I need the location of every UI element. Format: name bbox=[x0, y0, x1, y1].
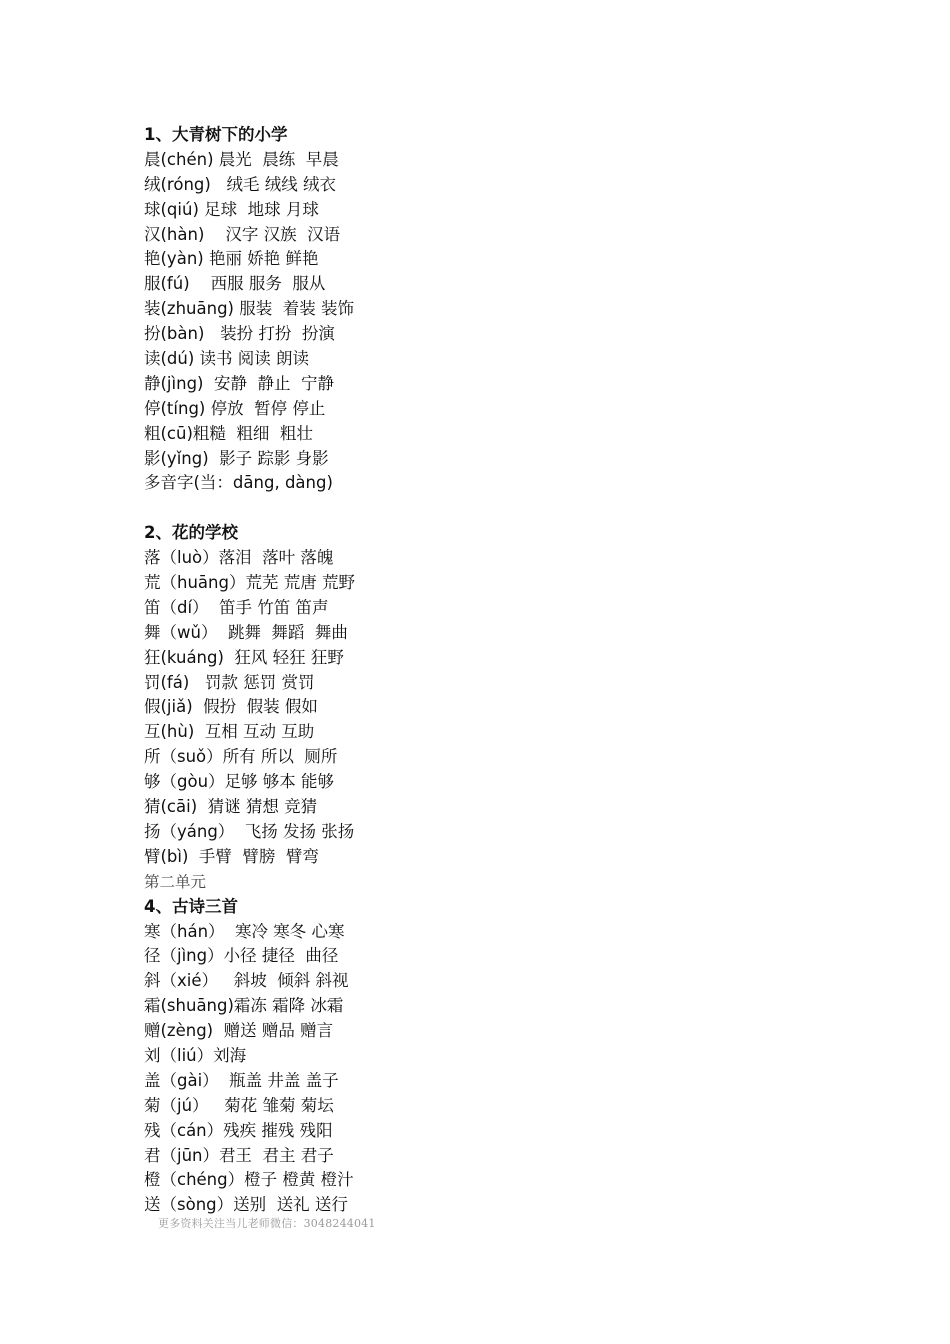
lesson-2-line: 扬（yáng） 飞扬 发扬 张扬 bbox=[144, 821, 355, 841]
lesson-2-line: 够（gòu）足够 够本 能够 bbox=[144, 772, 335, 792]
lesson-1-line: 晨(chén) 晨光 晨练 早晨 bbox=[144, 149, 339, 169]
lesson-1-line: 扮(bàn) 装扮 打扮 扮演 bbox=[144, 324, 335, 344]
lesson-2-line: 猜(cāi) 猜谜 猜想 竞猜 bbox=[144, 797, 318, 817]
lesson-2-line: 笛（dí） 笛手 竹笛 笛声 bbox=[144, 597, 329, 617]
lesson-2-line: 所（suǒ）所有 所以 厕所 bbox=[144, 747, 338, 767]
lesson-1-line: 装(zhuāng) 服装 着装 装饰 bbox=[144, 299, 354, 319]
lesson-4-line: 寒（hán） 寒冷 寒冬 心寒 bbox=[144, 921, 345, 941]
lesson-1-title: 1、大青树下的小学 bbox=[144, 125, 288, 144]
lesson-4-line: 橙（chéng）橙子 橙黄 橙汁 bbox=[144, 1170, 354, 1190]
lesson-4-line: 送（sòng）送别 送礼 送行 bbox=[144, 1195, 348, 1215]
lesson-4-line: 刘（liú）刘海 bbox=[144, 1045, 247, 1065]
lesson-1-line: 艳(yàn) 艳丽 娇艳 鲜艳 bbox=[144, 249, 319, 269]
lesson-4-line: 斜（xié） 斜坡 倾斜 斜视 bbox=[144, 971, 349, 991]
lesson-2-line: 臂(bì) 手臂 臂膀 臂弯 bbox=[144, 846, 319, 866]
lesson-1-line: 服(fú) 西服 服务 服从 bbox=[144, 274, 326, 294]
lesson-2-line: 罚(fá) 罚款 惩罚 赏罚 bbox=[144, 672, 315, 692]
unit-label: 第二单元 bbox=[144, 872, 207, 891]
vocabulary-document bbox=[144, 123, 844, 1218]
lesson-4-line: 菊（jú） 菊花 雏菊 菊坛 bbox=[144, 1095, 334, 1115]
polyphone-note: 多音字(当：dāng, dàng) bbox=[144, 473, 333, 493]
lesson-1-line: 读(dú) 读书 阅读 朗读 bbox=[144, 349, 310, 369]
lesson-4-line: 盖（gài） 瓶盖 井盖 盖子 bbox=[144, 1070, 339, 1090]
lesson-1-line: 静(jìng) 安静 静止 宁静 bbox=[144, 373, 334, 393]
lesson-2-line: 狂(kuáng) 狂风 轻狂 狂野 bbox=[144, 647, 344, 667]
lesson-2-line: 落（luò）落泪 落叶 落魄 bbox=[144, 548, 334, 568]
lesson-1-line: 停(tíng) 停放 暂停 停止 bbox=[144, 398, 326, 418]
lesson-1-line: 粗(cū)粗糙 粗细 粗壮 bbox=[144, 423, 313, 443]
lesson-2-line: 互(hù) 互相 互动 互助 bbox=[144, 722, 315, 742]
lesson-4-line: 君（jūn）君王 君主 君子 bbox=[144, 1145, 334, 1165]
footer-note: 更多资料关注当儿老师微信：3048244041 bbox=[158, 1217, 376, 1230]
lesson-4-line: 霜(shuāng)霜冻 霜降 冰霜 bbox=[144, 996, 344, 1016]
lesson-4-line: 残（cán）残疾 摧残 残阳 bbox=[144, 1120, 333, 1140]
lesson-2-line: 荒（huāng）荒芜 荒唐 荒野 bbox=[144, 573, 355, 593]
lesson-2-line: 假(jiǎ) 假扮 假装 假如 bbox=[144, 697, 318, 717]
lesson-1-line: 绒(róng) 绒毛 绒线 绒衣 bbox=[144, 174, 337, 194]
lesson-2-title: 2、花的学校 bbox=[144, 523, 238, 543]
lesson-4-line: 赠(zèng) 赠送 赠品 赠言 bbox=[144, 1021, 334, 1041]
lesson-1-line: 球(qiú) 足球 地球 月球 bbox=[144, 199, 319, 219]
section-gap bbox=[144, 496, 844, 521]
lesson-2-line: 舞（wǔ） 跳舞 舞蹈 舞曲 bbox=[144, 622, 348, 642]
lesson-4-title: 4、古诗三首 bbox=[144, 896, 238, 916]
lesson-4-line: 径（jìng）小径 捷径 曲径 bbox=[144, 946, 339, 966]
lesson-1-line: 汉(hàn) 汉字 汉族 汉语 bbox=[144, 224, 341, 244]
lesson-1-line: 影(yǐng) 影子 踪影 身影 bbox=[144, 448, 329, 468]
